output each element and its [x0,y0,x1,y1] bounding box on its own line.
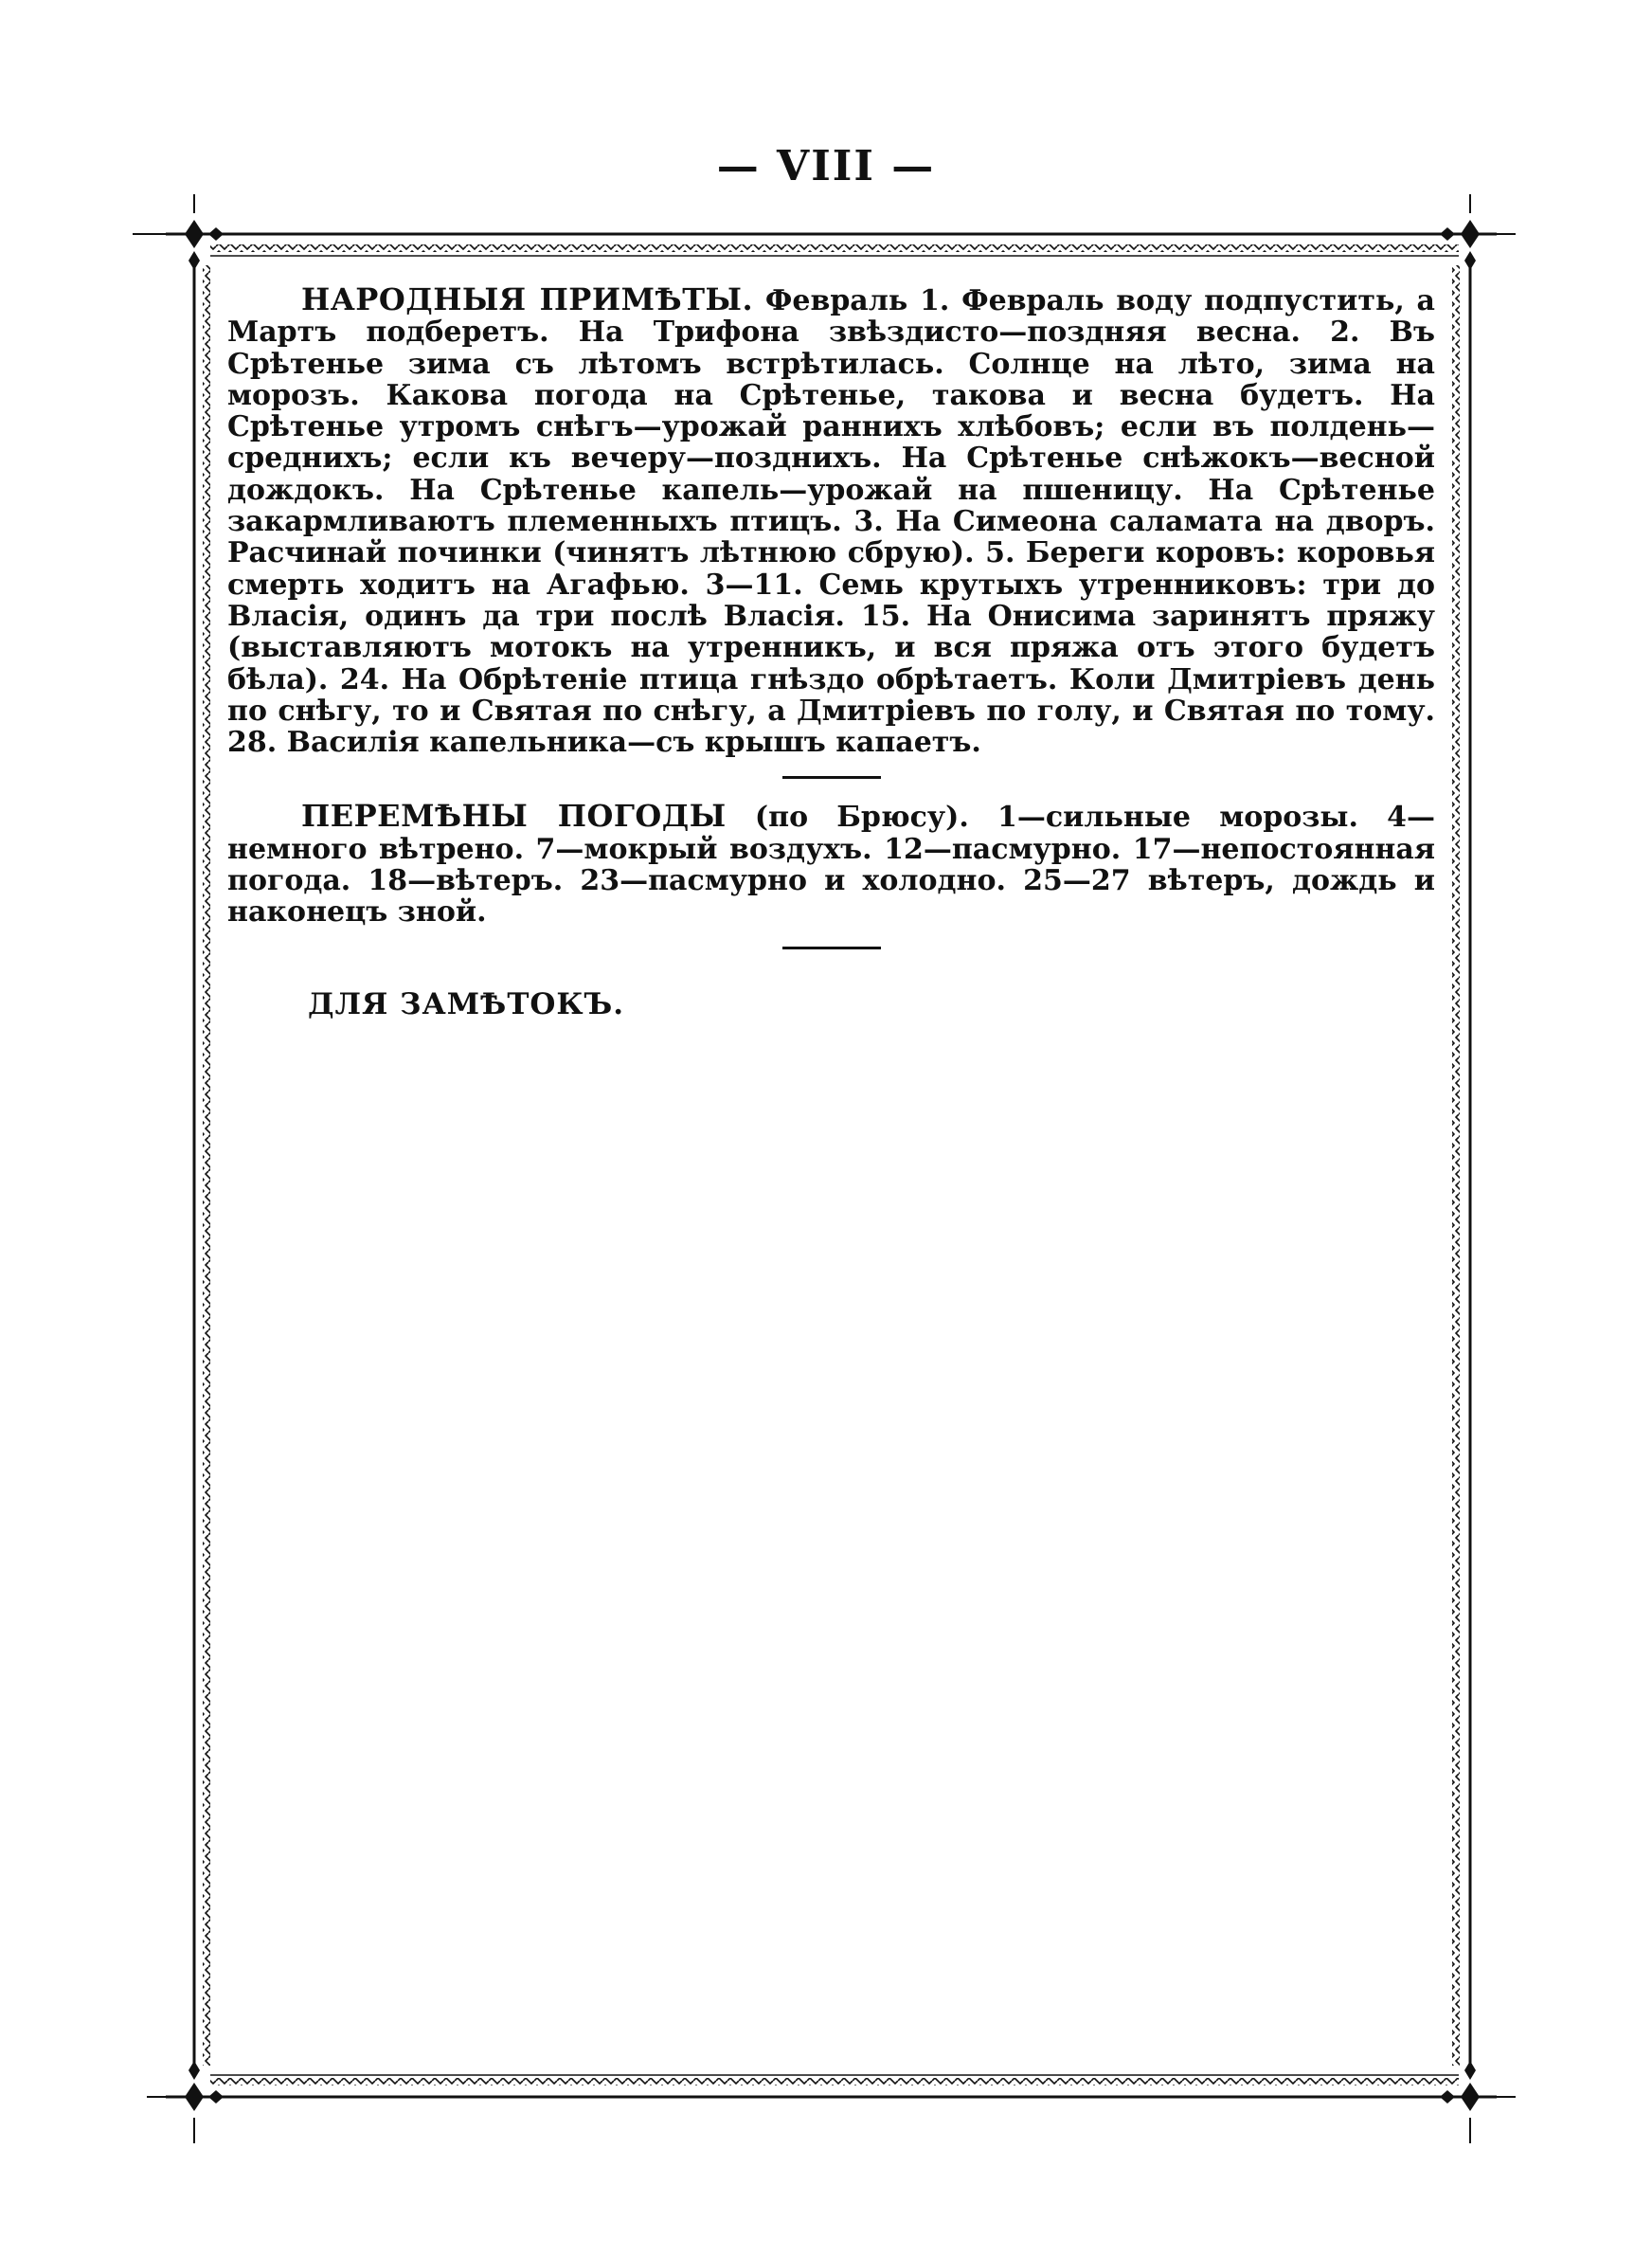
omens-text: Февраль 1. Февраль воду подпустить, а Мартъ подберетъ. На Трифона звѣздисто—поздняя весна. 2. Въ Срѣтенье зима съ лѣтомъ встрѣтилась. Солнце на лѣто, зима на морозъ. Какова погода на Срѣтенье, такова и весна будетъ. На Срѣтенье утромъ снѣгъ—урожай раннихъ хлѣбовъ; если въ полдень—среднихъ; если къ вечеру—позднихъ. На Срѣтенье снѣжокъ—весной дождокъ. На Срѣтенье капель—урожай на пшеницу. На Срѣтенье закармливаютъ племенныхъ птицъ. 3. На Симеона саламата на дворъ. Расчинай починки (чинятъ лѣтнюю сбрую). 5. Береги коровъ: коровья смерть ходитъ на Агафью. 3—11. Семь крутыхъ утренниковъ: три до Власія, одинъ да три послѣ Власія. 15. На Онисима заринятъ пряжу (выставляютъ мотокъ на утренникъ, и вся пряжа отъ этого будетъ бѣла). 24. На Обрѣтеніе птица гнѣздо обрѣтаетъ. Коли Дмитріевъ день по снѣгу, то и Святая по снѣгу, а Дмитріевъ по голу, и Святая по тому. 28. Василія капельника—съ крышъ капаетъ. [227,284,1435,760]
weather-subheading: (по Брюсу). [754,801,969,835]
page-content [227,281,1435,1021]
page-number: — VIII — [716,142,936,190]
notes-heading: ДЛЯ ЗАМѢТОКЪ. [308,986,625,1021]
omens-heading: НАРОДНЫЯ ПРИМѢТЫ. [301,281,754,317]
weather-text: 1—сильные морозы. 4—немного вѣтрено. 7—мокрый воздухъ. 12—пасмурно. 17—непостоянная погода. 18—вѣтеръ. 23—пасмурно и холодно. 25—27 вѣтеръ, дождь и наконецъ зной. [227,801,1435,930]
section-divider [782,776,881,779]
section-divider [782,947,881,949]
omens-paragraph [227,281,1435,760]
weather-paragraph [227,798,1435,930]
weather-heading: ПЕРЕМѢНЫ ПОГОДЫ [301,798,727,835]
